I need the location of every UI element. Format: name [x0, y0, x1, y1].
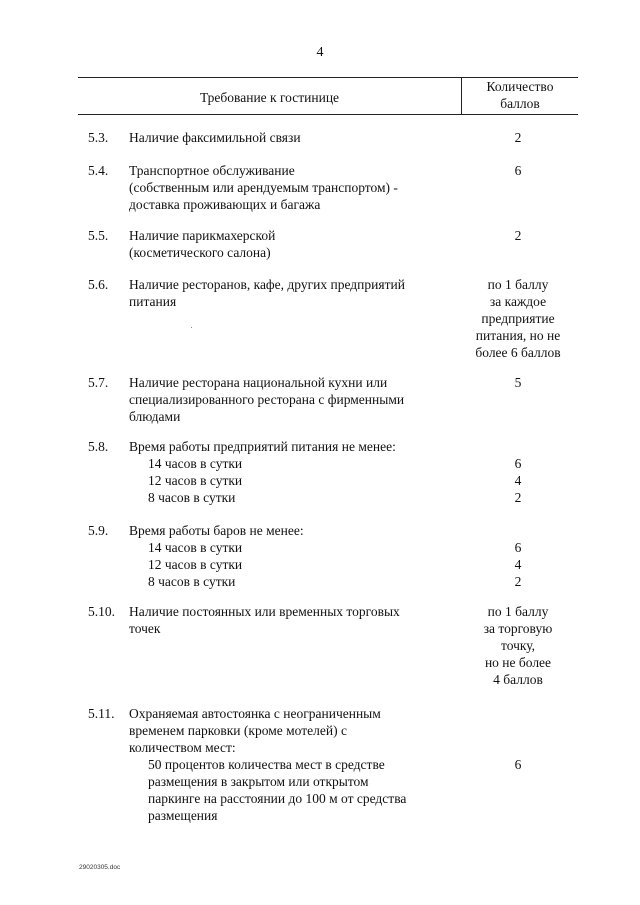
row-text-line: Время работы предприятий питания не менее: [129, 439, 396, 454]
row-number: 5.8. [88, 439, 109, 454]
row-points-line: точку, [500, 638, 536, 653]
row-text-line: доставка проживающих и багажа [129, 197, 321, 212]
row-number: 5.3. [88, 130, 109, 145]
row-text-line: Охраняемая автостоянка с неограниченным [129, 706, 381, 721]
row-subitem-line: 8 часов в сутки [148, 574, 236, 589]
row-number: 5.9. [88, 523, 109, 538]
row-number: 5.5. [88, 228, 109, 243]
row-points-line: 4 [514, 557, 522, 572]
header-requirement: Требование к гостинице [199, 90, 340, 105]
row-subitem-line: паркинге на расстоянии до 100 м от средства [148, 791, 407, 806]
row-points-line: более 6 баллов [475, 345, 561, 360]
row-points-line: 6 [514, 757, 522, 772]
row-text-line: Наличие ресторанов, кафе, других предприятий [129, 277, 405, 292]
scan-speck [191, 327, 192, 328]
row-text-line: Наличие постоянных или временных торговых [129, 604, 400, 619]
row-text-line: питания [129, 294, 177, 309]
row-points-line: 4 [514, 473, 522, 488]
row-text-line: Транспортное обслуживание [129, 163, 295, 178]
row-subitem-line: 14 часов в сутки [148, 540, 243, 555]
header-rule-bottom [78, 114, 578, 115]
row-points-line: 2 [514, 490, 522, 505]
row-points-line: 4 баллов [493, 672, 543, 687]
row-number: 5.11. [88, 706, 115, 721]
row-points-line: 6 [514, 540, 522, 555]
footer-filename: 29020305.doc [79, 864, 121, 871]
row-text-line: блюдами [129, 409, 181, 424]
row-points-line: по 1 баллу [487, 277, 549, 292]
row-subitem-line: 8 часов в сутки [148, 490, 236, 505]
row-number: 5.4. [88, 163, 109, 178]
row-subitem-line: размещения в закрытом или открытом [148, 774, 369, 789]
row-points-line: питания, но не [475, 328, 561, 343]
row-points-line: за каждое [489, 294, 547, 309]
row-text-line: Наличие ресторана национальной кухни или [129, 375, 388, 390]
row-points-line: предприятие [481, 311, 555, 326]
row-text-line: временем парковки (кроме мотелей) с [129, 723, 347, 738]
row-points-line: 2 [514, 574, 522, 589]
row-text-line: количеством мест: [129, 740, 236, 755]
row-number: 5.6. [88, 277, 109, 292]
row-text-line: Время работы баров не менее: [129, 523, 304, 538]
page-number: 4 [316, 45, 324, 60]
row-text-line: специализированного ресторана с фирменными [129, 392, 405, 407]
row-subitem-line: 12 часов в сутки [148, 473, 243, 488]
row-points-line: по 1 баллу [487, 604, 549, 619]
row-points-line: за торговую [483, 621, 553, 636]
row-text-line: Наличие факсимильной связи [129, 130, 301, 145]
row-points-line: 2 [514, 130, 522, 145]
row-text-line: (собственным или арендуемым транспортом) - [129, 180, 398, 195]
row-text-line: Наличие парикмахерской [129, 228, 276, 243]
header-points [462, 78, 578, 112]
row-number: 5.10. [88, 604, 115, 619]
row-subitem-line: размещения [148, 808, 218, 823]
row-subitem-line: 14 часов в сутки [148, 456, 243, 471]
row-subitem-line: 12 часов в сутки [148, 557, 243, 572]
row-points-line: 5 [514, 375, 522, 390]
row-text-line: (косметического салона) [129, 245, 271, 260]
row-points-line: но не более [484, 655, 552, 670]
row-points-line: 6 [514, 456, 522, 471]
row-number: 5.7. [88, 375, 109, 390]
row-points-line: 6 [514, 163, 522, 178]
row-text-line: точек [129, 621, 161, 636]
header-points-line1: Количество [486, 79, 554, 94]
header-points-line2: баллов [500, 96, 540, 111]
row-points-line: 2 [514, 228, 522, 243]
row-subitem-line: 50 процентов количества мест в средстве [148, 757, 385, 772]
